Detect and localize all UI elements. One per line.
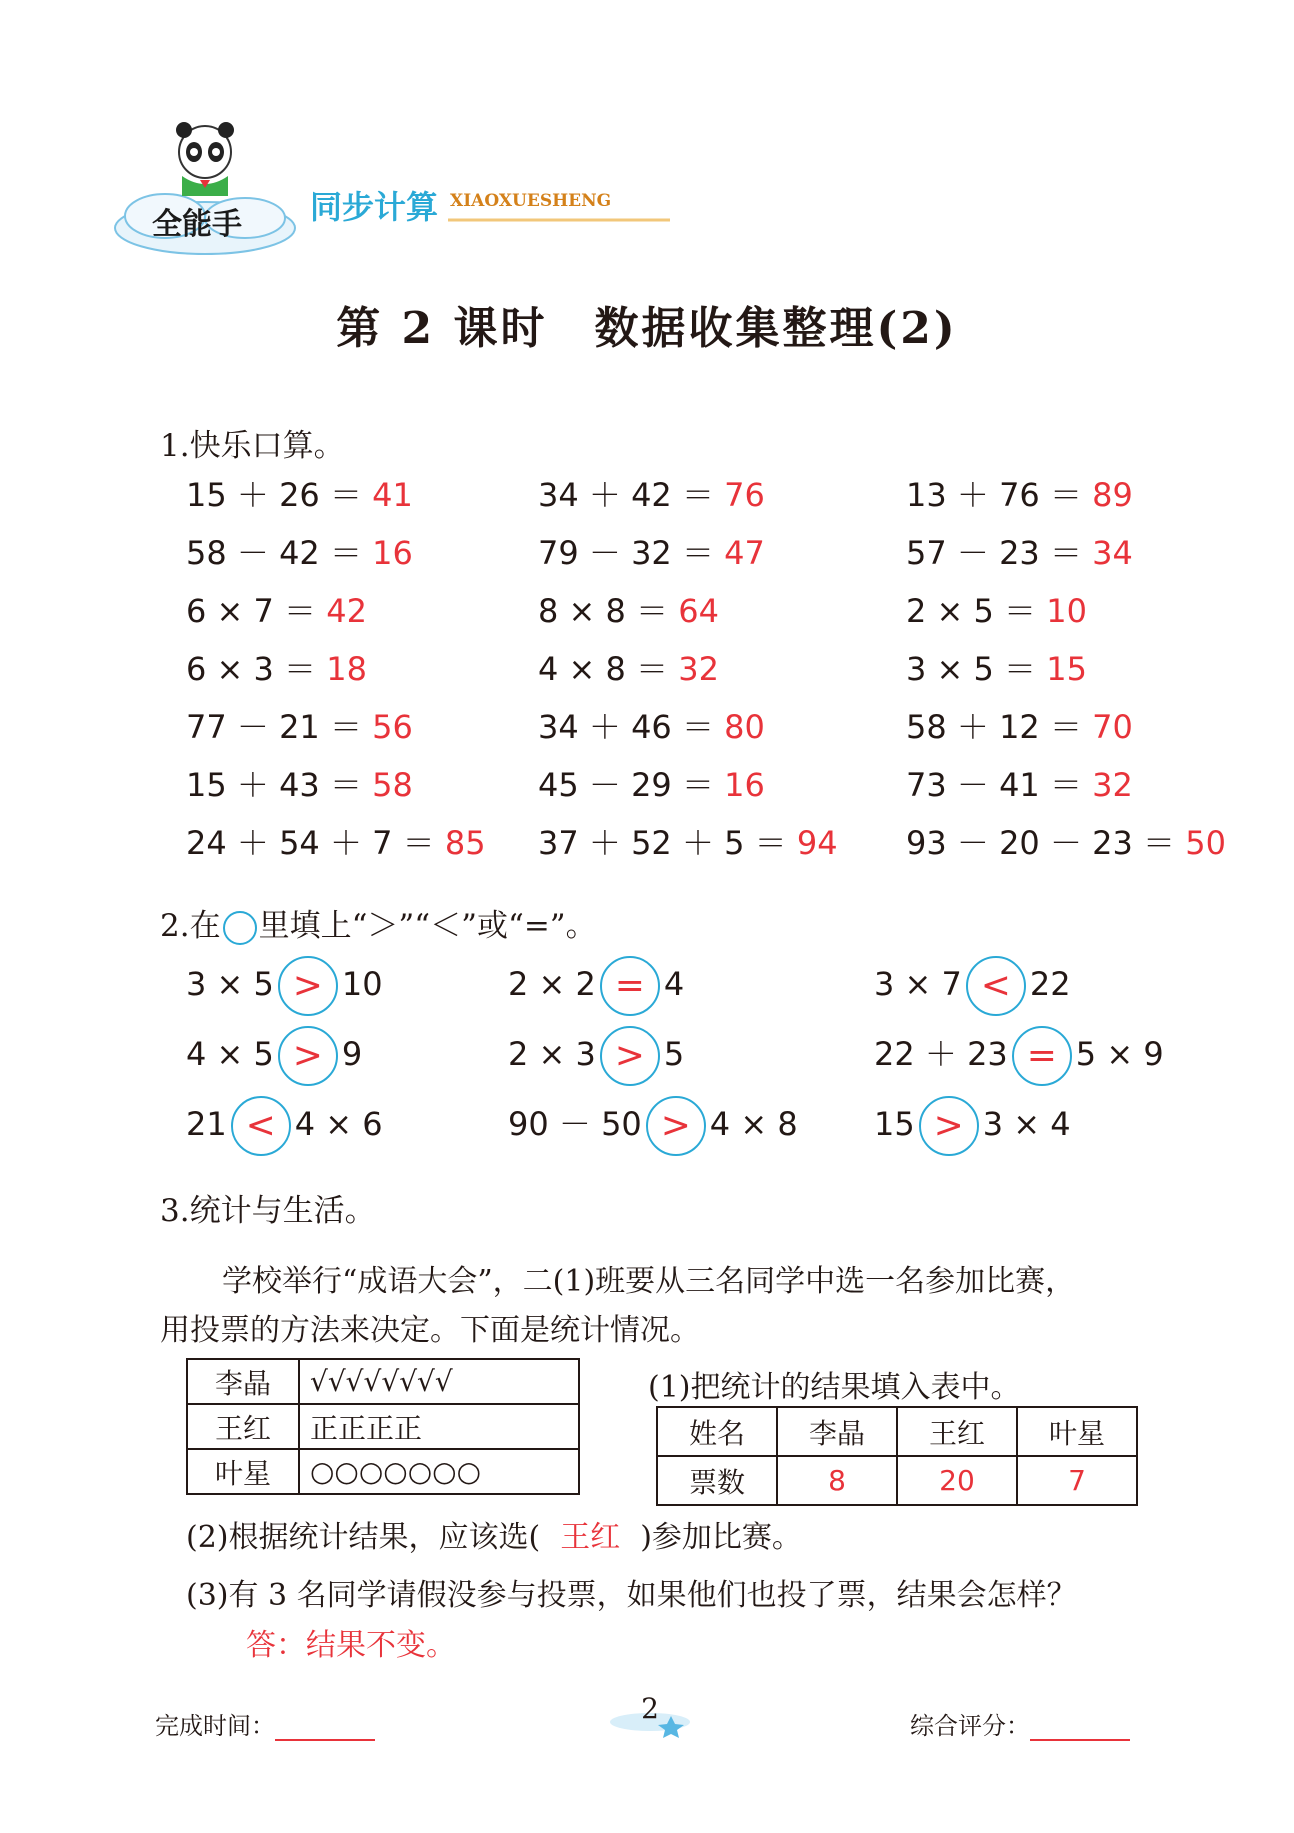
equation-question: 45 － 29 ＝ [538,766,725,804]
equation [906,702,1133,748]
comparison-right: 4 [663,965,685,1003]
equation-question: 58 ＋ 12 ＝ [906,708,1093,746]
comparison-right: 5 × 9 [1075,1035,1164,1073]
equation-answer: 32 [678,650,719,688]
equation-question: 24 ＋ 54 ＋ 7 ＝ [186,824,445,862]
equation [538,586,719,632]
equation-answer: 85 [444,824,486,862]
section3-heading: 3.统计与生活。 [160,1193,376,1229]
equation-answer: 47 [724,534,765,572]
comparison-right: 4 × 8 [709,1105,798,1143]
comparison-left: 4 × 5 [186,1035,274,1073]
equation [538,528,765,574]
comparison [508,1024,684,1086]
equation-answer: 64 [678,592,719,630]
comparison-sign: > [278,956,338,1016]
comparison [874,1094,1071,1156]
equation-question: 58 － 42 ＝ [186,534,373,572]
comparison-right: 3 × 4 [982,1105,1071,1143]
equation-question: 4 × 8 ＝ [538,650,679,688]
q1-text: (1)把统计的结果填入表中。 [648,1370,1021,1405]
result-header: 王红 [897,1407,1017,1456]
equation-question: 37 ＋ 52 ＋ 5 ＝ [538,824,797,862]
equation [538,470,765,516]
comparison-sign: = [1012,1026,1072,1086]
equation-answer: 16 [724,766,765,804]
section3-para1: 学校举行“成语大会”，二(1)班要从三名同学中选一名参加比赛， [222,1264,1076,1299]
equation-question: 93 － 20 － 23 ＝ [906,824,1186,862]
svg-text:同步计算: 同步计算 [310,188,439,226]
overall-score: 综合评分： [910,1706,1130,1741]
comparison [186,1024,362,1086]
equation [186,644,367,690]
comparison-sign: > [278,1026,338,1086]
comparison [508,1094,798,1156]
equation [906,470,1133,516]
equation [186,760,413,806]
tally-name: 王红 [187,1404,299,1449]
q3-text: (3)有 3 名同学请假没参与投票，如果他们也投了票，结果会怎样？ [186,1578,1077,1613]
tally-marks: √√√√√√√√ [299,1359,579,1404]
svg-text:全能手: 全能手 [152,207,242,242]
comparison-sign: = [600,956,660,1016]
comparison-sign: > [600,1026,660,1086]
equation-answer: 50 [1185,824,1226,862]
circle-icon [223,911,257,945]
equation-answer: 42 [326,592,367,630]
equation [186,818,486,864]
equation-answer: 56 [372,708,413,746]
result-table [656,1406,1138,1506]
equation-question: 79 － 32 ＝ [538,534,725,572]
equation-answer: 58 [372,766,413,804]
equation-question: 34 ＋ 42 ＝ [538,476,725,514]
equation-question: 13 ＋ 76 ＝ [906,476,1093,514]
result-row-label: 票数 [657,1456,777,1505]
svg-text:XIAOXUESHENG: XIAOXUESHENG [450,191,612,211]
tally-marks: 正正正正 [299,1404,579,1449]
comparison-left: 22 ＋ 23 [874,1035,1008,1073]
equation-question: 15 ＋ 43 ＝ [186,766,373,804]
section2-heading: 2.在 里填上“＞”“＜”或“=”。 [160,908,597,944]
tally-name: 叶星 [187,1449,299,1494]
equation [906,760,1133,806]
equation [538,644,719,690]
comparison [508,954,684,1016]
tally-row [187,1449,579,1494]
comparison-sign: > [919,1096,979,1156]
equation [906,818,1226,864]
completion-time: 完成时间： [155,1706,375,1741]
equation [906,644,1087,690]
equation-answer: 89 [1092,476,1133,514]
equation-question: 73 － 41 ＝ [906,766,1093,804]
tally-row [187,1404,579,1449]
comparison-left: 90 － 50 [508,1105,642,1143]
comparison-right: 5 [663,1035,685,1073]
tally-row [187,1359,579,1404]
lesson-title: 第 2 课时 数据收集整理(2) [336,303,958,354]
equation-answer: 94 [796,824,838,862]
comparison-left: 15 [874,1105,915,1143]
equation-answer: 32 [1092,766,1133,804]
equation-answer: 80 [724,708,765,746]
equation-question: 77 － 21 ＝ [186,708,373,746]
q3-answer: 答：结果不变。 [246,1628,456,1663]
equation [186,470,413,516]
equation-answer: 10 [1046,592,1087,630]
tally-marks: ○○○○○○○ [299,1449,579,1494]
equation-answer: 41 [372,476,413,514]
comparison-sign: > [646,1096,706,1156]
result-header: 姓名 [657,1407,777,1456]
comparison [186,1094,383,1156]
equation-question: 2 × 5 ＝ [906,592,1047,630]
equation-question: 3 × 5 ＝ [906,650,1047,688]
equation-answer: 34 [1092,534,1133,572]
page-number: 2 [641,1692,659,1725]
time-line [275,1715,375,1741]
result-header: 李晶 [777,1407,897,1456]
equation-answer: 18 [326,650,367,688]
equation-question: 15 ＋ 26 ＝ [186,476,373,514]
equation [538,702,765,748]
equation [906,528,1133,574]
comparison-left: 21 [186,1105,227,1143]
comparison-sign: < [231,1096,291,1156]
equation [538,760,765,806]
section1-heading: 1.快乐口算。 [160,428,345,464]
comparison [874,1024,1164,1086]
result-value: 7 [1017,1456,1137,1505]
tally-table [186,1358,580,1495]
comparison-right: 4 × 6 [294,1105,383,1143]
equation-question: 8 × 8 ＝ [538,592,679,630]
equation-answer: 15 [1046,650,1087,688]
equation-question: 6 × 3 ＝ [186,650,327,688]
q2-answer: 王红 [560,1520,621,1555]
result-header: 叶星 [1017,1407,1137,1456]
header-logo [110,120,710,260]
section3-para2: 用投票的方法来决定。下面是统计情况。 [160,1313,700,1348]
page-number-badge [605,1690,695,1740]
comparison-left: 3 × 7 [874,965,962,1003]
equation-answer: 76 [724,476,765,514]
comparison-right: 9 [341,1035,363,1073]
comparison-sign: < [966,956,1026,1016]
q2-text: (2)根据统计结果，应该选( 王红 )参加比赛。 [186,1520,802,1555]
result-value: 20 [897,1456,1017,1505]
tally-name: 李晶 [187,1359,299,1404]
equation [186,586,367,632]
score-line [1030,1715,1130,1741]
comparison-left: 2 × 3 [508,1035,596,1073]
equation [186,702,413,748]
comparison [186,954,383,1016]
equation [186,528,413,574]
equation-question: 34 ＋ 46 ＝ [538,708,725,746]
equation-question: 57 － 23 ＝ [906,534,1093,572]
result-value: 8 [777,1456,897,1505]
equation [538,818,838,864]
equation-answer: 16 [372,534,413,572]
equation-answer: 70 [1092,708,1133,746]
equation-question: 6 × 7 ＝ [186,592,327,630]
comparison-right: 10 [341,965,383,1003]
comparison-left: 3 × 5 [186,965,274,1003]
comparison-left: 2 × 2 [508,965,596,1003]
comparison-right: 22 [1029,965,1071,1003]
comparison [874,954,1071,1016]
equation [906,586,1087,632]
